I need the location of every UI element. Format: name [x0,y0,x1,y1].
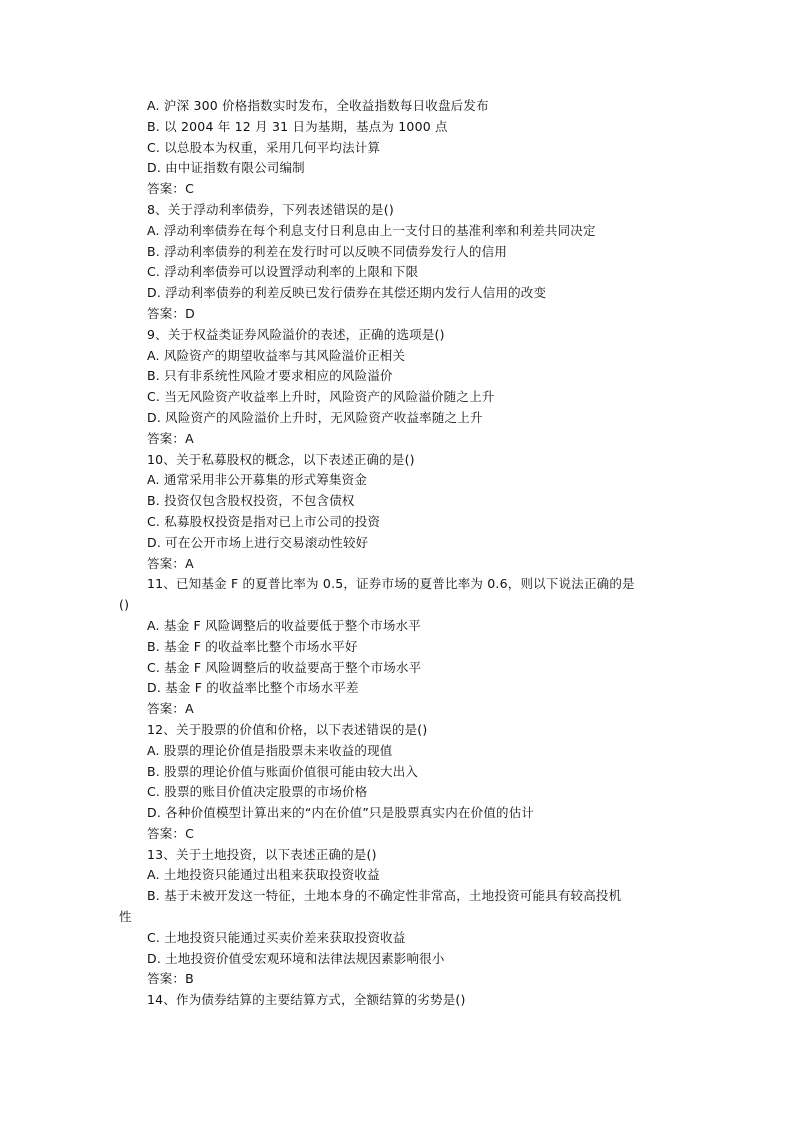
text-line-option: B. 只有非系统性风险才要求相应的风险溢价 [147,368,393,384]
text-line-option: C. 基金 F 风险调整后的收益要高于整个市场水平 [147,659,422,675]
text-line-option: B. 基金 F 的收益率比整个市场水平好 [147,638,358,654]
text-line-answer: 答案：C [147,825,195,841]
text-line-question: 11、已知基金 F 的夏普比率为 0.5，证券市场的夏普比率为 0.6，则以下说法正确的是 [147,576,635,592]
text-line-option: D. 可在公开市场上进行交易滚动性较好 [147,534,369,550]
text-line-option: A. 通常采用非公开募集的形式筹集资金 [147,472,368,488]
text-line-option: D. 土地投资价值受宏观环境和法律法规因素影响很小 [147,950,445,966]
text-line-option: C. 股票的账目价值决定股票的市场价格 [147,784,368,800]
text-line-option: D. 各种价值模型计算出来的“内在价值”只是股票真实内在价值的估计 [147,805,535,821]
text-line-question: 13、关于土地投资，以下表述正确的是() [147,846,377,862]
document-body [119,96,679,1011]
text-line-answer: 答案：D [147,305,195,321]
text-line-option: A. 土地投资只能通过出租来获取投资收益 [147,867,380,883]
text-line-answer: 答案：A [147,555,194,571]
text-line-option: C. 以总股本为权重，采用几何平均法计算 [147,139,381,155]
text-line-answer: 答案：C [147,181,195,197]
text-line-question: 9、关于权益类证券风险溢价的表述，正确的选项是() [147,326,445,342]
text-line-option: C. 浮动利率债券可以设置浮动利率的上限和下限 [147,264,419,280]
text-line-option: A. 沪深 300 价格指数实时发布，全收益指数每日收盘后发布 [147,98,489,113]
text-line-option: D. 风险资产的风险溢价上升时，无风险资产收益率随之上升 [147,409,483,425]
text-line-option: C. 当无风险资产收益率上升时，风险资产的风险溢价随之上升 [147,389,495,405]
text-line-question: 12、关于股票的价值和价格，以下表述错误的是() [147,721,428,737]
text-line-question: 10、关于私募股权的概念，以下表述正确的是() [147,451,415,467]
text-line-option: B. 以 2004 年 12 月 31 日为基期，基点为 1000 点 [147,118,448,134]
text-line-option: A. 浮动利率债券在每个利息支付日利息由上一支付日的基准利率和利差共同决定 [147,222,596,238]
text-line-cont: 性 [119,909,132,925]
text-line-cont: () [119,597,130,613]
text-line-option: D. 由中证指数有限公司编制 [147,160,305,176]
text-line-option: B. 投资仅包含股权投资，不包含债权 [147,493,355,509]
text-line-question: 14、作为债券结算的主要结算方式，全额结算的劣势是() [147,992,466,1008]
text-line-question: 8、关于浮动利率债券，下列表述错误的是() [147,201,394,217]
text-line-option: D. 浮动利率债券的利差反映已发行债券在其偿还期内发行人信用的改变 [147,285,547,301]
text-line-option: C. 土地投资只能通过买卖价差来获取投资收益 [147,929,406,945]
text-line-option: B. 股票的理论价值与账面价值很可能由较大出入 [147,763,419,779]
text-line-option: B. 基于未被开发这一特征，土地本身的不确定性非常高，土地投资可能具有较高投机 [147,888,622,904]
text-line-option: A. 股票的理论价值是指股票未来收益的现值 [147,742,393,758]
text-line-option: D. 基金 F 的收益率比整个市场水平差 [147,680,359,696]
text-line-option: A. 基金 F 风险调整后的收益要低于整个市场水平 [147,617,421,633]
text-line-option: C. 私募股权投资是指对已上市公司的投资 [147,513,381,529]
text-line-option: B. 浮动利率债券的利差在发行时可以反映不同债券发行人的信用 [147,243,508,259]
text-line-answer: 答案：B [147,971,194,987]
text-line-option: A. 风险资产的期望收益率与其风险溢价正相关 [147,347,406,363]
text-line-answer: 答案：A [147,430,194,446]
text-line-answer: 答案：A [147,701,194,717]
